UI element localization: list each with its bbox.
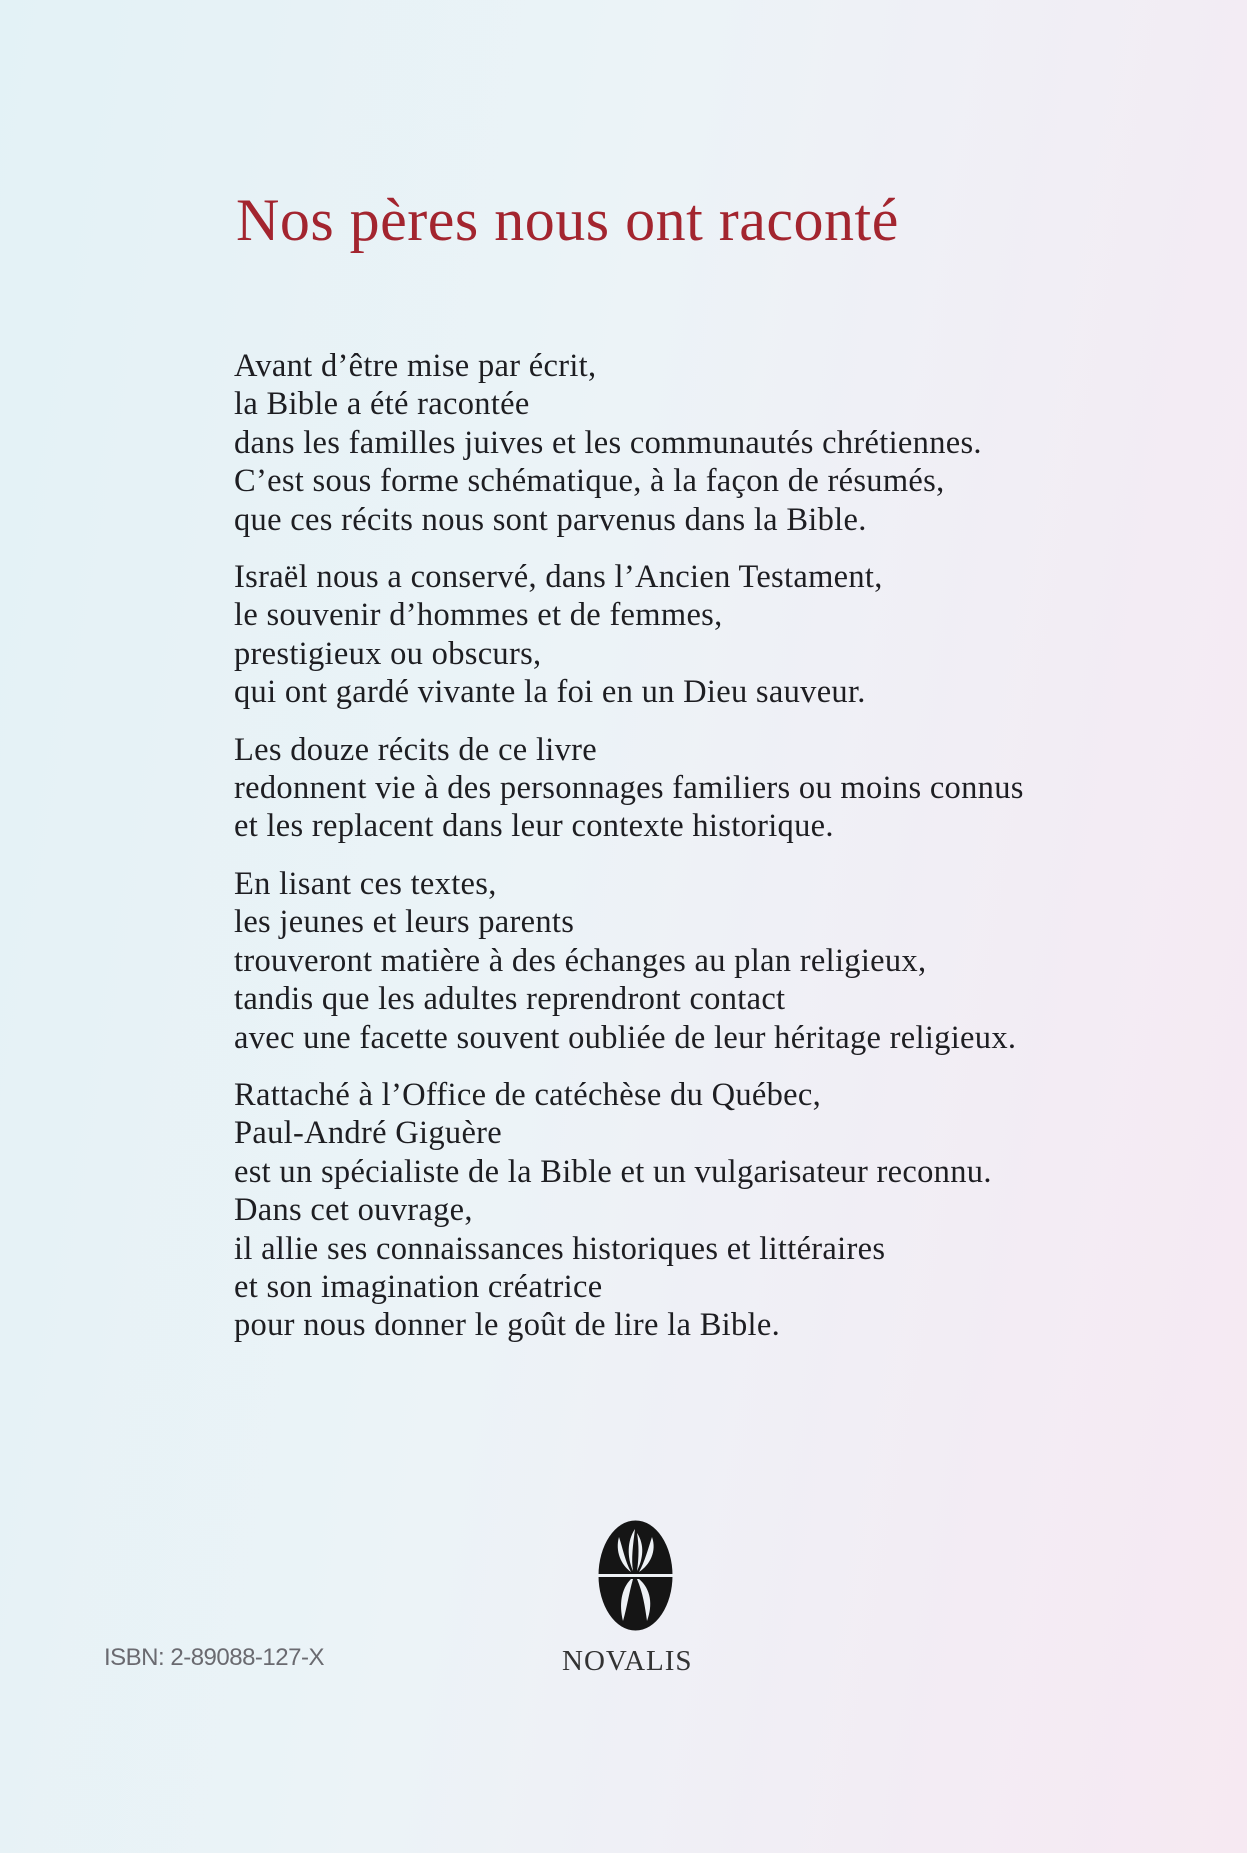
text-line: il allie ses connaissances historiques et littéraires bbox=[234, 1230, 886, 1267]
text-line: trouveront matière à des échanges au plan religieux, bbox=[234, 942, 927, 979]
book-title: Nos pères nous ont raconté bbox=[236, 187, 899, 253]
text-line: Les douze récits de ce livre bbox=[234, 731, 598, 768]
text-line: qui ont gardé vivante la foi en un Dieu sauveur. bbox=[234, 674, 866, 711]
isbn: ISBN: 2-89088-127-X bbox=[104, 1644, 324, 1671]
text-line: Dans cet ouvrage, bbox=[234, 1192, 473, 1229]
back-cover-text bbox=[234, 347, 1194, 1364]
text-line: et son imagination créatrice bbox=[234, 1268, 603, 1305]
text-line: Paul-André Giguère bbox=[234, 1115, 503, 1152]
text-line: Avant d’être mise par écrit, bbox=[234, 348, 597, 384]
text-line: prestigieux ou obscurs, bbox=[234, 635, 542, 672]
text-line: est un spécialiste de la Bible et un vulgarisateur reconnu. bbox=[234, 1153, 992, 1190]
text-line: avec une facette souvent oubliée de leur héritage religieux. bbox=[234, 1019, 1017, 1056]
text-line: et les replacent dans leur contexte historique. bbox=[234, 808, 834, 845]
publisher-name: NOVALIS bbox=[562, 1645, 693, 1677]
text-line: dans les familles juives et les communautés chrétiennes. bbox=[234, 424, 982, 461]
text-line: redonnent vie à des personnages familiers ou moins connus bbox=[234, 770, 1024, 807]
novalis-logo-icon bbox=[597, 1519, 674, 1632]
paragraph bbox=[234, 347, 1194, 539]
text-line: le souvenir d’hommes et de femmes, bbox=[234, 597, 723, 634]
text-line: tandis que les adultes reprendront contact bbox=[234, 981, 786, 1018]
paragraph bbox=[234, 558, 1194, 712]
text-line: En lisant ces textes, bbox=[234, 865, 497, 902]
paragraph bbox=[234, 865, 1194, 1057]
text-line: la Bible a été racontée bbox=[234, 386, 530, 423]
paragraph bbox=[234, 731, 1194, 846]
text-line: les jeunes et leurs parents bbox=[234, 904, 575, 941]
text-line: C’est sous forme schématique, à la façon de résumés, bbox=[234, 463, 945, 500]
paragraph bbox=[234, 1076, 1194, 1345]
text-line: Israël nous a conservé, dans l’Ancien Testament, bbox=[234, 559, 883, 596]
text-line: pour nous donner le goût de lire la Bible. bbox=[234, 1307, 781, 1344]
text-line: que ces récits nous sont parvenus dans la Bible. bbox=[234, 501, 867, 538]
text-line: Rattaché à l’Office de catéchèse du Québec, bbox=[234, 1076, 822, 1113]
